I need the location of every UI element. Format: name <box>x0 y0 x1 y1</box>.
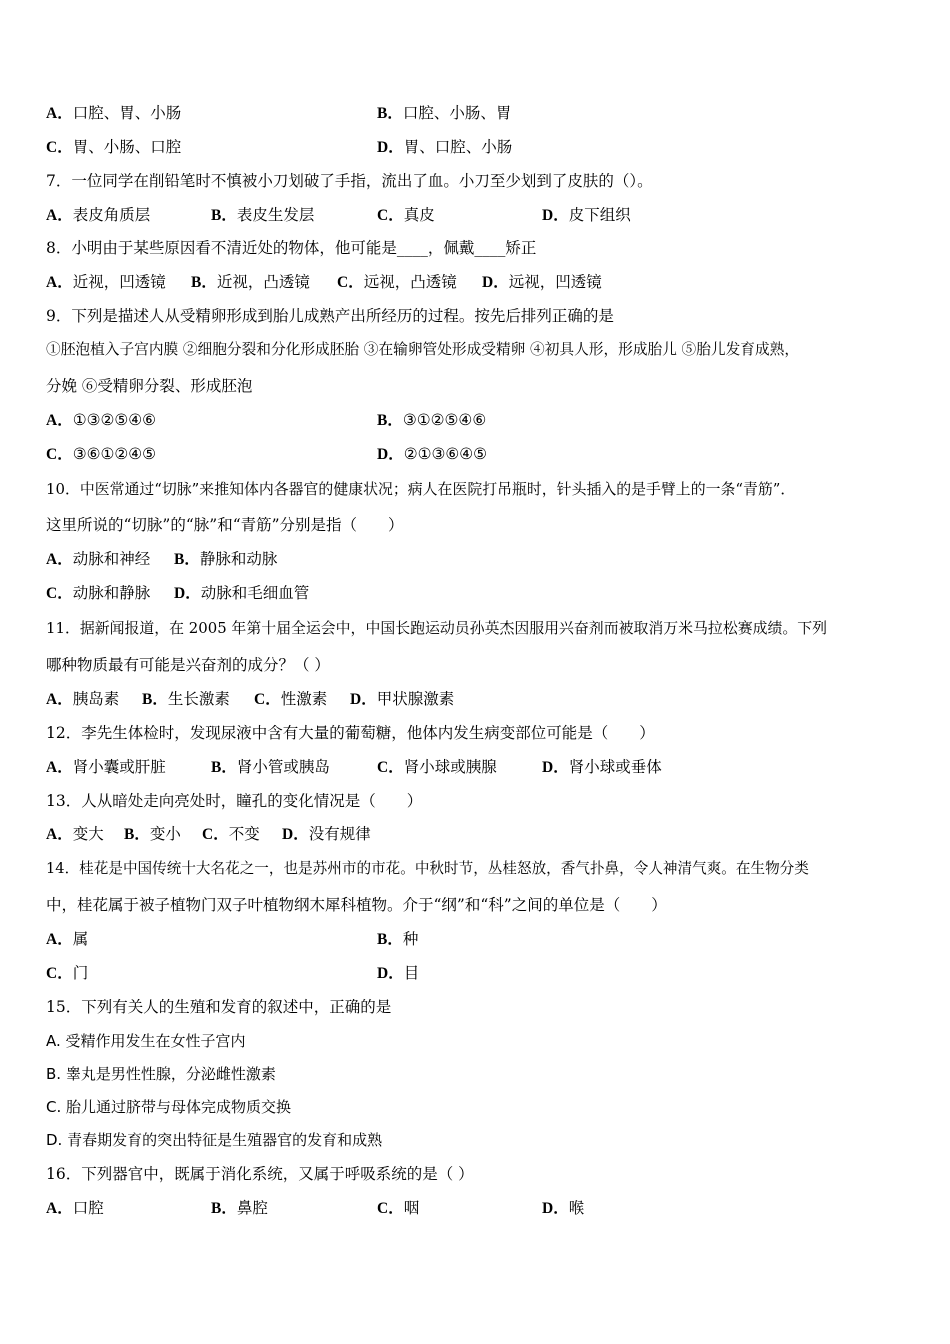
q16-stem: 16．下列器官中，既属于消化系统，又属于呼吸系统的是（ ） <box>46 1165 474 1183</box>
q14-stem-line2: 中，桂花属于被子植物门双子叶植物纲木犀科植物。介于“纲”和“科”之间的单位是（ ） <box>46 896 667 914</box>
q15-option-b: B. 睾丸是男性性腺，分泌雌性激素 <box>46 1065 276 1083</box>
q7-option-c: C．真皮 <box>377 206 435 224</box>
q14-option-c: C．门 <box>46 964 89 982</box>
q8-option-a: A．近视，凹透镜 <box>46 273 166 291</box>
q9-option-b: B．③①②⑤④⑥ <box>377 411 487 429</box>
q7-option-b: B．表皮生发层 <box>211 206 315 224</box>
q11-stem: 11．据新闻报道，在 2005 年第十届全运会中，中国长跑运动员孙英杰因服用兴奋剂而被取消万米马拉松赛成绩。下列 <box>46 619 828 637</box>
q13-option-b: B．变小 <box>124 825 181 843</box>
q6-option-b: B．口腔、小肠、胃 <box>377 104 512 122</box>
q10-option-c: C．动脉和静脉 <box>46 584 151 602</box>
q16-option-b: B．鼻腔 <box>211 1199 268 1217</box>
q6-option-a: A．口腔、胃、小肠 <box>46 104 182 122</box>
q12-option-d: D．肾小球或垂体 <box>542 758 662 776</box>
q10-stem-line2: 这里所说的“切脉”的“脉”和“青筋”分别是指（ ） <box>46 516 404 534</box>
q13-option-d: D．没有规律 <box>282 825 371 843</box>
q6-option-c: C．胃、小肠、口腔 <box>46 138 182 156</box>
q11-stem-line2: 哪种物质最有可能是兴奋剂的成分？（ ） <box>46 656 330 674</box>
q12-option-b: B．肾小管或胰岛 <box>211 758 330 776</box>
q9-option-c: C．③⑥①②④⑤ <box>46 445 157 463</box>
q11-option-c: C．性激素 <box>254 690 328 708</box>
q13-option-a: A．变大 <box>46 825 104 843</box>
q9-stem: 9．下列是描述人从受精卵形成到胎儿成熟产出所经历的过程。按先后排列正确的是 <box>46 307 614 325</box>
q9-steps-line2: 分娩 ⑥受精卵分裂、形成胚泡 <box>46 377 253 395</box>
q16-option-d: D．喉 <box>542 1199 585 1217</box>
q16-option-c: C．咽 <box>377 1199 420 1217</box>
q10-option-d: D．动脉和毛细血管 <box>174 584 310 602</box>
q15-option-c: C. 胎儿通过脐带与母体完成物质交换 <box>46 1098 292 1116</box>
q8-option-b: B．近视，凸透镜 <box>191 273 310 291</box>
q11-option-b: B．生长激素 <box>142 690 230 708</box>
q13-option-c: C．不变 <box>202 825 260 843</box>
q7-option-a: A．表皮角质层 <box>46 206 151 224</box>
q8-option-c: C．远视，凸透镜 <box>337 273 457 291</box>
q7-option-d: D．皮下组织 <box>542 206 631 224</box>
q14-option-d: D．目 <box>377 964 420 982</box>
q12-stem: 12．李先生体检时，发现尿液中含有大量的葡萄糖，他体内发生病变部位可能是（ ） <box>46 724 655 742</box>
q6-option-d: D．胃、口腔、小肠 <box>377 138 513 156</box>
q8-option-d: D．远视，凹透镜 <box>482 273 602 291</box>
q14-stem: 14．桂花是中国传统十大名花之一，也是苏州市的市花。中秋时节，丛桂怒放，香气扑鼻，令人神清气爽。在生物分类 <box>46 860 809 877</box>
q9-option-d: D．②①③⑥④⑤ <box>377 445 488 463</box>
q8-stem: 8．小明由于某些原因看不清近处的物体，他可能是____，佩戴____矫正 <box>46 239 537 257</box>
q10-option-a: A．动脉和神经 <box>46 550 151 568</box>
q15-option-d: D. 青春期发育的突出特征是生殖器官的发育和成熟 <box>46 1131 383 1149</box>
q13-stem: 13．人从暗处走向亮处时，瞳孔的变化情况是（ ） <box>46 792 423 810</box>
q11-option-d: D．甲状腺激素 <box>350 690 455 708</box>
q9-option-a: A．①③②⑤④⑥ <box>46 411 157 429</box>
q12-option-c: C．肾小球或胰腺 <box>377 758 497 776</box>
q15-stem: 15．下列有关人的生殖和发育的叙述中，正确的是 <box>46 998 392 1016</box>
q12-option-a: A．肾小囊或肝脏 <box>46 758 166 776</box>
q9-steps-line1: ①胚泡植入子宫内膜 ②细胞分裂和分化形成胚胎 ③在输卵管处形成受精卵 ④初具人形，形成胎儿 ⑤胎儿发育成熟， <box>46 341 800 358</box>
q16-option-a: A．口腔 <box>46 1199 104 1217</box>
q10-stem: 10．中医常通过“切脉”来推知体内各器官的健康状况；病人在医院打吊瓶时，针头插入的是手臂上的一条“青筋”． <box>46 480 796 498</box>
q10-option-b: B．静脉和动脉 <box>174 550 278 568</box>
q15-option-a: A. 受精作用发生在女性子宫内 <box>46 1032 246 1050</box>
q14-option-b: B．种 <box>377 930 419 948</box>
q11-option-a: A．胰岛素 <box>46 690 120 708</box>
q14-option-a: A．属 <box>46 930 89 948</box>
q7-stem: 7．一位同学在削铅笔时不慎被小刀划破了手指，流出了血。小刀至少划到了皮肤的（）。 <box>46 172 653 190</box>
